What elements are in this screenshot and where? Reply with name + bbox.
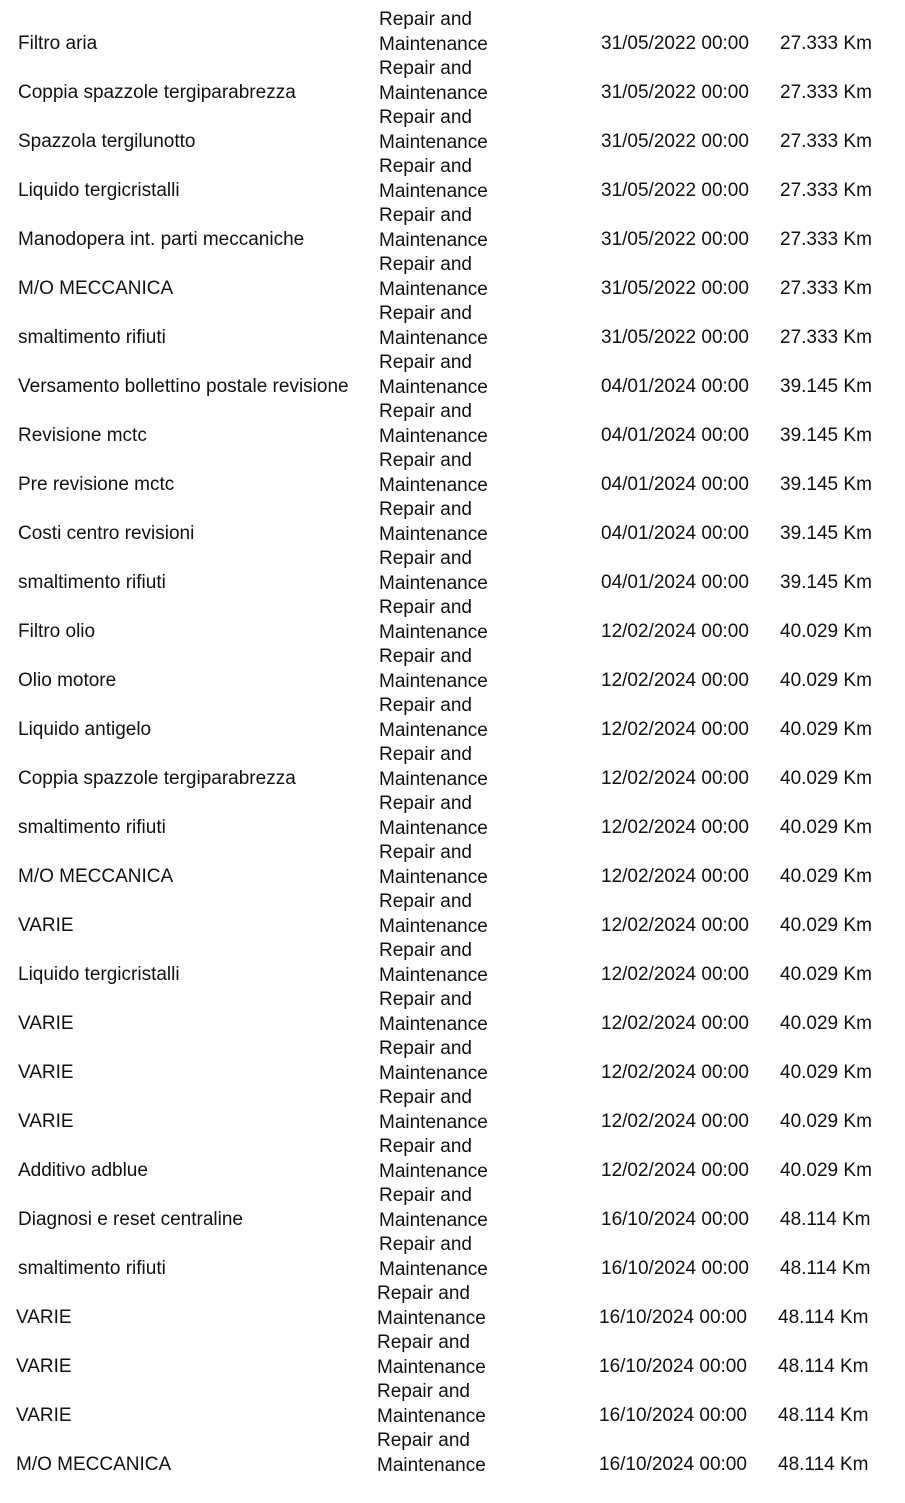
category-line: Maintenance bbox=[377, 1454, 486, 1476]
category-line: Repair and bbox=[379, 1038, 472, 1059]
row-category bbox=[379, 743, 488, 792]
category-line: Repair and bbox=[379, 303, 472, 324]
category-line: Repair and bbox=[379, 58, 472, 79]
row-mileage: 27.333 Km bbox=[780, 180, 872, 201]
row-mileage: 48.114 Km bbox=[778, 1307, 869, 1328]
row-category bbox=[379, 841, 488, 890]
row-category bbox=[379, 596, 488, 645]
table-row bbox=[0, 1380, 905, 1429]
row-mileage: 40.029 Km bbox=[780, 817, 872, 838]
row-category bbox=[377, 1429, 486, 1478]
row-description: Versamento bollettino postale revisione bbox=[18, 376, 349, 397]
row-category bbox=[379, 547, 488, 596]
row-description: Filtro aria bbox=[18, 33, 98, 54]
row-category bbox=[379, 792, 488, 841]
row-mileage: 39.145 Km bbox=[780, 523, 872, 544]
row-description: VARIE bbox=[18, 915, 74, 936]
category-line: Repair and bbox=[379, 9, 472, 30]
table-row bbox=[0, 988, 905, 1037]
row-date: 12/02/2024 00:00 bbox=[601, 1160, 749, 1181]
category-line: Maintenance bbox=[379, 1013, 488, 1035]
row-description: Coppia spazzole tergiparabrezza bbox=[18, 82, 296, 103]
category-line: Maintenance bbox=[379, 1209, 488, 1231]
category-line: Repair and bbox=[377, 1381, 470, 1402]
table-row bbox=[0, 1037, 905, 1086]
row-mileage: 40.029 Km bbox=[780, 768, 872, 789]
row-category bbox=[379, 1233, 488, 1282]
category-line: Repair and bbox=[379, 989, 472, 1010]
row-category bbox=[379, 106, 488, 155]
row-category bbox=[379, 645, 488, 694]
category-line: Maintenance bbox=[379, 327, 488, 349]
row-date: 16/10/2024 00:00 bbox=[601, 1209, 749, 1230]
category-line: Maintenance bbox=[379, 817, 488, 839]
row-mileage: 48.114 Km bbox=[778, 1356, 869, 1377]
category-line: Maintenance bbox=[379, 523, 488, 545]
table-row bbox=[0, 1135, 905, 1184]
row-mileage: 48.114 Km bbox=[778, 1454, 869, 1475]
row-description: Costi centro revisioni bbox=[18, 523, 195, 544]
category-line: Repair and bbox=[379, 793, 472, 814]
table-row bbox=[0, 890, 905, 939]
row-category bbox=[379, 890, 488, 939]
row-description: M/O MECCANICA bbox=[16, 1454, 172, 1475]
row-mileage: 40.029 Km bbox=[780, 1062, 872, 1083]
category-line: Maintenance bbox=[379, 1258, 488, 1280]
category-line: Maintenance bbox=[379, 131, 488, 153]
category-line: Repair and bbox=[377, 1283, 470, 1304]
category-line: Repair and bbox=[377, 1332, 470, 1353]
row-category bbox=[379, 1184, 488, 1233]
category-line: Repair and bbox=[379, 548, 472, 569]
row-date: 12/02/2024 00:00 bbox=[601, 719, 749, 740]
category-line: Maintenance bbox=[379, 82, 488, 104]
row-date: 16/10/2024 00:00 bbox=[599, 1454, 747, 1475]
category-line: Maintenance bbox=[379, 376, 488, 398]
table-row bbox=[0, 57, 905, 106]
table-row bbox=[0, 253, 905, 302]
category-line: Repair and bbox=[379, 254, 472, 275]
row-mileage: 40.029 Km bbox=[780, 964, 872, 985]
row-date: 12/02/2024 00:00 bbox=[601, 1013, 749, 1034]
row-mileage: 27.333 Km bbox=[780, 33, 872, 54]
category-line: Maintenance bbox=[379, 1111, 488, 1133]
category-line: Repair and bbox=[379, 1136, 472, 1157]
category-line: Repair and bbox=[379, 1185, 472, 1206]
category-line: Maintenance bbox=[379, 915, 488, 937]
row-date: 16/10/2024 00:00 bbox=[599, 1405, 747, 1426]
row-description: VARIE bbox=[16, 1405, 72, 1426]
row-category bbox=[379, 988, 488, 1037]
row-category bbox=[377, 1331, 486, 1380]
table-row bbox=[0, 596, 905, 645]
row-date: 16/10/2024 00:00 bbox=[601, 1258, 749, 1279]
table-row bbox=[0, 302, 905, 351]
row-description: smaltimento rifiuti bbox=[18, 1258, 166, 1279]
row-date: 04/01/2024 00:00 bbox=[601, 425, 749, 446]
row-description: VARIE bbox=[18, 1013, 74, 1034]
category-line: Repair and bbox=[379, 744, 472, 765]
row-category bbox=[379, 302, 488, 351]
category-line: Maintenance bbox=[377, 1307, 486, 1329]
row-category bbox=[379, 1086, 488, 1135]
table-row bbox=[0, 743, 905, 792]
category-line: Repair and bbox=[379, 450, 472, 471]
row-category bbox=[377, 1380, 486, 1429]
category-line: Repair and bbox=[379, 499, 472, 520]
row-category bbox=[379, 253, 488, 302]
table-row bbox=[0, 400, 905, 449]
row-date: 31/05/2022 00:00 bbox=[601, 229, 749, 250]
row-category bbox=[379, 1037, 488, 1086]
row-date: 12/02/2024 00:00 bbox=[601, 1111, 749, 1132]
row-description: Olio motore bbox=[18, 670, 117, 691]
row-date: 12/02/2024 00:00 bbox=[601, 768, 749, 789]
category-line: Maintenance bbox=[379, 474, 488, 496]
category-line: Repair and bbox=[379, 646, 472, 667]
row-category bbox=[379, 351, 488, 400]
row-date: 12/02/2024 00:00 bbox=[601, 1062, 749, 1083]
row-mileage: 40.029 Km bbox=[780, 1111, 872, 1132]
category-line: Maintenance bbox=[379, 1160, 488, 1182]
row-category bbox=[379, 155, 488, 204]
row-mileage: 40.029 Km bbox=[780, 1013, 872, 1034]
category-line: Repair and bbox=[377, 1430, 470, 1451]
table-row bbox=[0, 1429, 905, 1478]
row-mileage: 40.029 Km bbox=[780, 1160, 872, 1181]
table-row bbox=[0, 694, 905, 743]
row-date: 31/05/2022 00:00 bbox=[601, 180, 749, 201]
table-row bbox=[0, 1282, 905, 1331]
category-line: Repair and bbox=[379, 205, 472, 226]
row-category bbox=[379, 400, 488, 449]
row-mileage: 39.145 Km bbox=[780, 425, 872, 446]
row-date: 31/05/2022 00:00 bbox=[601, 33, 749, 54]
row-date: 04/01/2024 00:00 bbox=[601, 572, 749, 593]
row-mileage: 40.029 Km bbox=[780, 866, 872, 887]
table-row bbox=[0, 1184, 905, 1233]
row-description: VARIE bbox=[16, 1356, 72, 1377]
row-description: smaltimento rifiuti bbox=[18, 327, 166, 348]
row-mileage: 40.029 Km bbox=[780, 719, 872, 740]
row-category bbox=[379, 8, 488, 57]
category-line: Repair and bbox=[379, 940, 472, 961]
category-line: Repair and bbox=[379, 842, 472, 863]
row-mileage: 40.029 Km bbox=[780, 621, 872, 642]
category-line: Maintenance bbox=[379, 33, 488, 55]
table-row bbox=[0, 155, 905, 204]
category-line: Repair and bbox=[379, 156, 472, 177]
row-mileage: 27.333 Km bbox=[780, 229, 872, 250]
row-mileage: 27.333 Km bbox=[780, 278, 872, 299]
table-row bbox=[0, 106, 905, 155]
row-mileage: 27.333 Km bbox=[780, 327, 872, 348]
row-mileage: 48.114 Km bbox=[778, 1405, 869, 1426]
row-description: smaltimento rifiuti bbox=[18, 817, 166, 838]
row-mileage: 48.114 Km bbox=[780, 1209, 871, 1230]
table-row bbox=[0, 792, 905, 841]
category-line: Maintenance bbox=[379, 1062, 488, 1084]
row-category bbox=[379, 204, 488, 253]
row-date: 31/05/2022 00:00 bbox=[601, 278, 749, 299]
table-row bbox=[0, 498, 905, 547]
row-category bbox=[379, 939, 488, 988]
table-row bbox=[0, 1233, 905, 1282]
row-mileage: 39.145 Km bbox=[780, 376, 872, 397]
row-mileage: 48.114 Km bbox=[780, 1258, 871, 1279]
row-mileage: 39.145 Km bbox=[780, 572, 872, 593]
category-line: Maintenance bbox=[379, 670, 488, 692]
table-row bbox=[0, 841, 905, 890]
row-description: Diagnosi e reset centraline bbox=[18, 1209, 243, 1230]
row-mileage: 39.145 Km bbox=[780, 474, 872, 495]
row-mileage: 27.333 Km bbox=[780, 82, 872, 103]
row-description: Spazzola tergilunotto bbox=[18, 131, 196, 152]
row-mileage: 40.029 Km bbox=[780, 670, 872, 691]
row-description: VARIE bbox=[18, 1111, 74, 1132]
category-line: Repair and bbox=[379, 1234, 472, 1255]
category-line: Repair and bbox=[379, 401, 472, 422]
row-description: VARIE bbox=[16, 1307, 72, 1328]
row-date: 04/01/2024 00:00 bbox=[601, 523, 749, 544]
category-line: Maintenance bbox=[379, 866, 488, 888]
table-row bbox=[0, 1086, 905, 1135]
row-date: 12/02/2024 00:00 bbox=[601, 866, 749, 887]
category-line: Maintenance bbox=[379, 768, 488, 790]
row-date: 12/02/2024 00:00 bbox=[601, 670, 749, 691]
row-description: M/O MECCANICA bbox=[18, 278, 174, 299]
row-description: M/O MECCANICA bbox=[18, 866, 174, 887]
row-description: Manodopera int. parti meccaniche bbox=[18, 229, 305, 250]
row-category bbox=[379, 1135, 488, 1184]
row-category bbox=[379, 498, 488, 547]
category-line: Maintenance bbox=[379, 278, 488, 300]
row-date: 12/02/2024 00:00 bbox=[601, 915, 749, 936]
category-line: Repair and bbox=[379, 695, 472, 716]
table-row bbox=[0, 645, 905, 694]
category-line: Maintenance bbox=[377, 1356, 486, 1378]
row-category bbox=[379, 57, 488, 106]
category-line: Maintenance bbox=[379, 621, 488, 643]
row-mileage: 27.333 Km bbox=[780, 131, 872, 152]
row-category bbox=[379, 694, 488, 743]
row-date: 12/02/2024 00:00 bbox=[601, 621, 749, 642]
category-line: Repair and bbox=[379, 1087, 472, 1108]
row-description: Pre revisione mctc bbox=[18, 474, 175, 495]
category-line: Maintenance bbox=[379, 229, 488, 251]
table-row bbox=[0, 8, 905, 57]
table-row bbox=[0, 939, 905, 988]
category-line: Maintenance bbox=[379, 425, 488, 447]
category-line: Repair and bbox=[379, 891, 472, 912]
category-line: Repair and bbox=[379, 107, 472, 128]
row-date: 12/02/2024 00:00 bbox=[601, 964, 749, 985]
row-category bbox=[377, 1282, 486, 1331]
row-date: 04/01/2024 00:00 bbox=[601, 474, 749, 495]
row-description: Liquido tergicristalli bbox=[18, 180, 180, 201]
row-description: Revisione mctc bbox=[18, 425, 147, 446]
row-description: Coppia spazzole tergiparabrezza bbox=[18, 768, 296, 789]
row-date: 16/10/2024 00:00 bbox=[599, 1307, 747, 1328]
table-row bbox=[0, 1331, 905, 1380]
row-date: 31/05/2022 00:00 bbox=[601, 327, 749, 348]
row-category bbox=[379, 449, 488, 498]
row-date: 31/05/2022 00:00 bbox=[601, 82, 749, 103]
row-description: VARIE bbox=[18, 1062, 74, 1083]
row-mileage: 40.029 Km bbox=[780, 915, 872, 936]
row-date: 31/05/2022 00:00 bbox=[601, 131, 749, 152]
row-date: 16/10/2024 00:00 bbox=[599, 1356, 747, 1377]
category-line: Repair and bbox=[379, 352, 472, 373]
table-row bbox=[0, 204, 905, 253]
category-line: Maintenance bbox=[379, 180, 488, 202]
table-row bbox=[0, 547, 905, 596]
row-description: Additivo adblue bbox=[18, 1160, 148, 1181]
row-description: Filtro olio bbox=[18, 621, 96, 642]
category-line: Maintenance bbox=[379, 964, 488, 986]
row-date: 04/01/2024 00:00 bbox=[601, 376, 749, 397]
row-description: Liquido antigelo bbox=[18, 719, 152, 740]
table-row bbox=[0, 351, 905, 400]
table-row bbox=[0, 449, 905, 498]
category-line: Repair and bbox=[379, 597, 472, 618]
category-line: Maintenance bbox=[379, 572, 488, 594]
row-description: smaltimento rifiuti bbox=[18, 572, 166, 593]
category-line: Maintenance bbox=[377, 1405, 486, 1427]
row-date: 12/02/2024 00:00 bbox=[601, 817, 749, 838]
row-description: Liquido tergicristalli bbox=[18, 964, 180, 985]
category-line: Maintenance bbox=[379, 719, 488, 741]
